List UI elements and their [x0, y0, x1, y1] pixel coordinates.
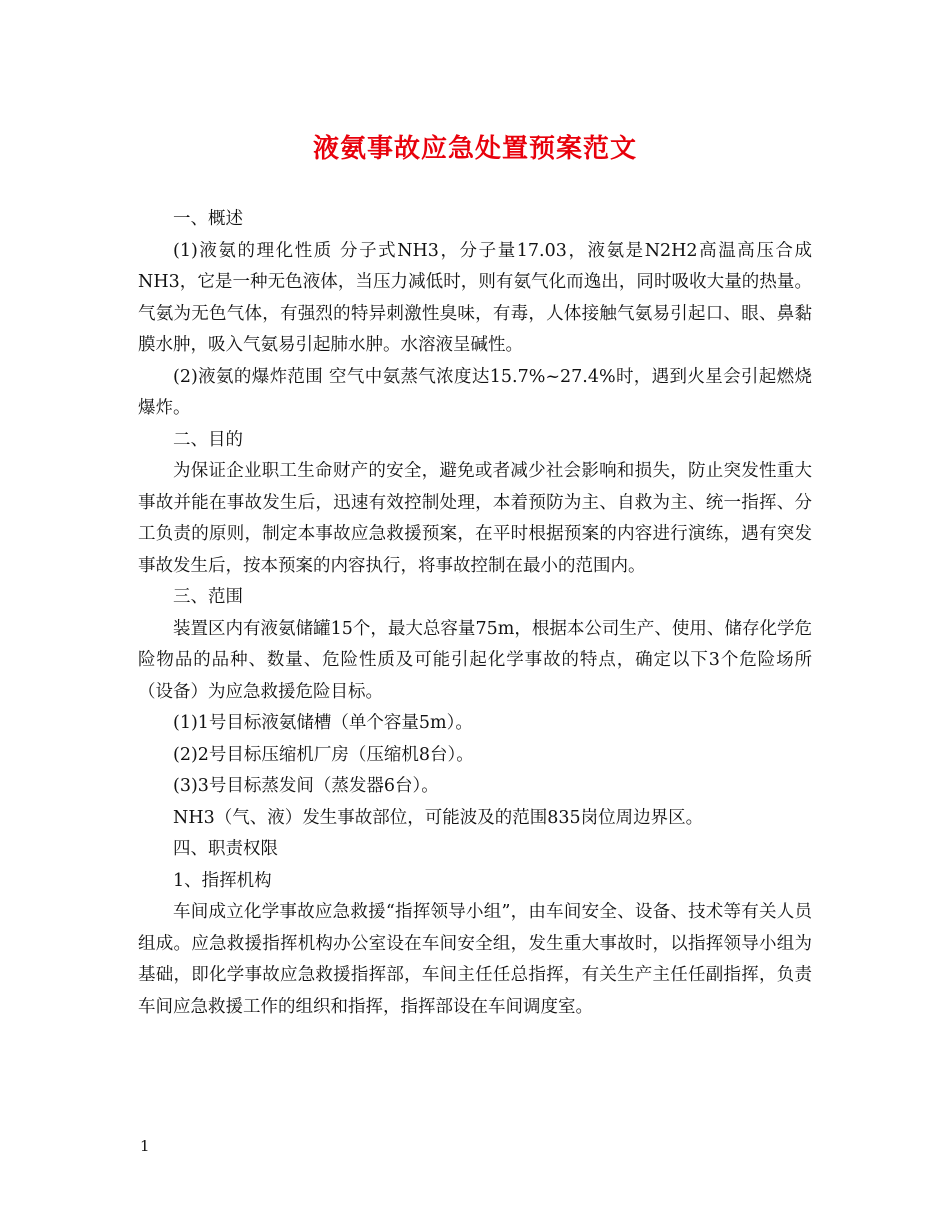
paragraph-purpose: 为保证企业职工生命财产的安全，避免或者减少社会影响和损失，防止突发性重大事故并能在事故发生后，迅速有效控制处理，本着预防为主、自救为主、统一指挥、分工负责的原则，制定本事故应急救援预案，在平时根据预案的内容进行演练，遇有突发事故发生后，按本预案的内容执行，将事故控制在最小的范围内。 — [138, 461, 812, 576]
document-title: 液氨事故应急处置预案范文 — [312, 134, 637, 164]
page-number: 1 — [140, 1137, 150, 1155]
paragraph-scope: 装置区内有液氨储罐15个，最大总容量75m，根据本公司生产、使用、储存化学危险物品的品种、数量、危险性质及可能引起化学事故的特点，确定以下3个危险场所（设备）为应急救援危险目标。 — [138, 618, 812, 702]
list-item-target-3: (3)3号目标蒸发间（蒸发器6台）。 — [173, 776, 439, 796]
list-item-target-2: (2)2号目标压缩机厂房（压缩机8台）。 — [173, 744, 474, 765]
heading-purpose: 二、目的 — [173, 429, 243, 450]
paragraph-affected-area: NH3（气、液）发生事故部位，可能波及的范围835岗位周边界区。 — [173, 807, 704, 828]
subheading-command: 1、指挥机构 — [173, 870, 272, 891]
heading-scope: 三、范围 — [173, 587, 243, 607]
paragraph-properties: (1)液氨的理化性质 分子式NH3，分子量17.03，液氨是N2H2高温高压合成NH3，它是一种无色液体，当压力减低时，则有氨气化而逸出，同时吸收大量的热量。气氨为无色气体，有强烈的特异刺激性臭味，有毒，人体接触气氨易引起口、眼、鼻黏膜水肿，吸入气氨易引起肺水肿。水溶液呈碱性。 — [138, 240, 812, 355]
paragraph-explosion-range: (2)液氨的爆炸范围 空气中氨蒸气浓度达15.7%~27.4%时，遇到火星会引起燃烧爆炸。 — [138, 366, 812, 418]
paragraph-command: 车间成立化学事故应急救援“指挥领导小组”，由车间安全、设备、技术等有关人员组成。应急救援指挥机构办公室设在车间安全组，发生重大事故时，以指挥领导小组为基础，即化学事故应急救援指挥部，车间主任任总指挥，有关生产主任任副指挥，负责车间应急救援工作的组织和指挥，指挥部设在车间调度室。 — [138, 902, 812, 1017]
heading-overview: 一、概述 — [173, 209, 243, 229]
heading-responsibilities: 四、职责权限 — [173, 839, 278, 859]
document-body — [138, 204, 812, 1023]
list-item-target-1: (1)1号目标液氨储槽（单个容量5m）。 — [173, 713, 473, 733]
